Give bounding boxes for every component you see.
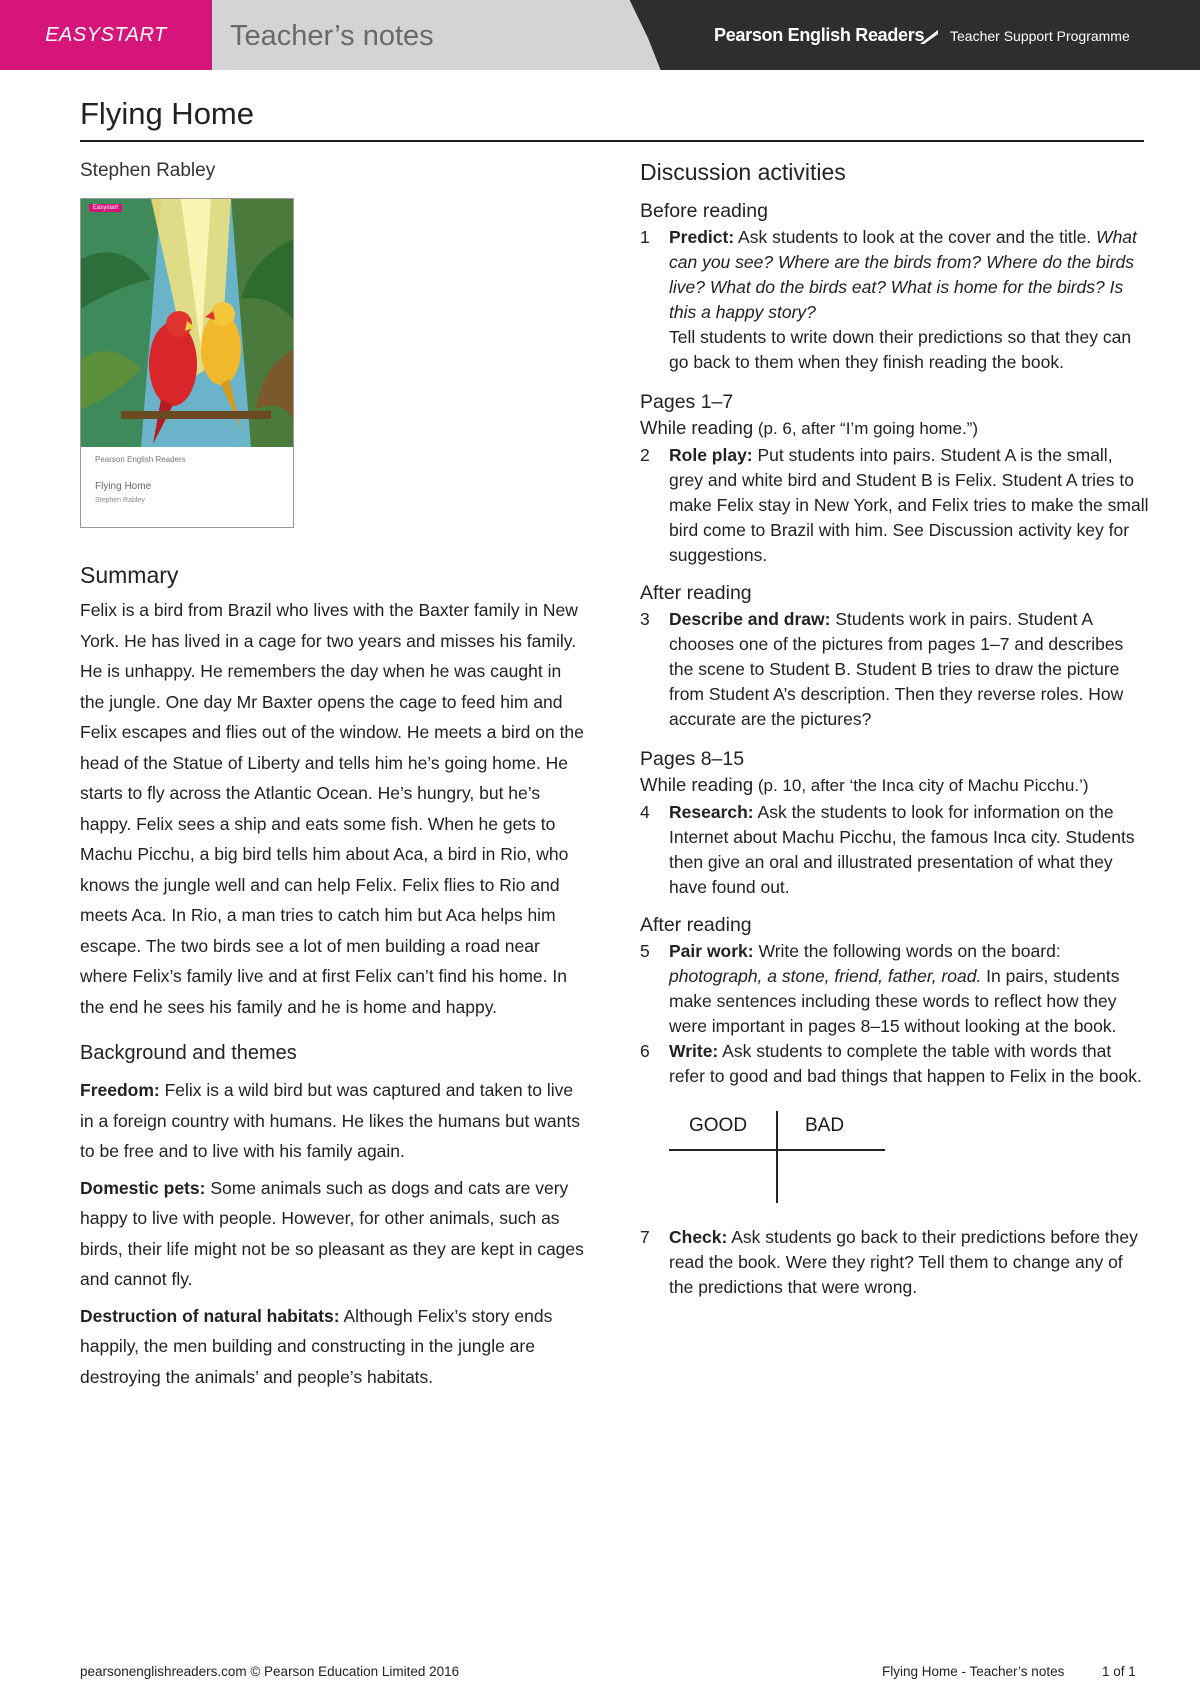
item-text: Ask students go back to their predictions before they read the book. Were they right? Tell them to change any of the predictions that were wrong.	[669, 1227, 1138, 1297]
activity-item-6	[640, 1039, 1150, 1089]
item-number: 4	[640, 802, 650, 822]
programme-label: Teacher Support Programme	[950, 28, 1130, 44]
table-vertical-rule	[776, 1111, 778, 1203]
activity-item-4	[640, 800, 1150, 900]
footer-page-number: 1 of 1	[1102, 1664, 1136, 1679]
item-word-list: photograph, a stone, friend, father, road.	[669, 966, 982, 986]
item-number: 2	[640, 445, 650, 465]
doc-type-label: Teacher’s notes	[230, 20, 434, 52]
summary-heading: Summary	[80, 562, 179, 588]
item-number: 7	[640, 1227, 650, 1247]
author-name: Stephen Rabley	[80, 160, 216, 181]
theme-text: Although Felix’s story ends happily, the men building and constructing in the jungle are destroying the animals’ and people’s habitats.	[80, 1305, 553, 1387]
activity-item-7	[640, 1225, 1150, 1300]
while-note: (p. 6, after “I’m going home.”)	[753, 419, 978, 438]
title-divider	[80, 140, 1144, 142]
item-number: 5	[640, 941, 650, 961]
activity-item-1	[640, 225, 1150, 375]
table-header-bad: BAD	[805, 1115, 845, 1136]
theme-domestic-pets	[80, 1173, 585, 1295]
while-label: While reading	[640, 417, 754, 438]
item-text: Ask students to look at the cover and the title.	[734, 227, 1097, 247]
after-reading-heading: After reading	[640, 582, 752, 604]
item-label: Check:	[669, 1227, 728, 1247]
level-label: EASYSTART	[0, 0, 212, 70]
item-text: Ask the students to look for information on the Internet about Machu Picchu, the famous Inca city. Students then give an oral and illustrated presentation of what they have found out.	[669, 802, 1135, 897]
activity-item-3	[640, 607, 1150, 732]
item-text: Put students into pairs. Student A is the small, grey and white bird and Student B is Felix. Student A tries to make Felix stay in New York, and Felix tries to make the small bird come to Brazil with him. See Discussion activity key for suggestions.	[669, 445, 1149, 565]
cover-series: Pearson English Readers	[95, 455, 186, 464]
good-bad-table	[669, 1111, 885, 1203]
item-number: 6	[640, 1041, 650, 1061]
brand-tick-icon	[920, 30, 938, 44]
item-text-2: In pairs, students make sentences including these words to reflect how they were important in pages 8–15 without looking at the book.	[669, 966, 1120, 1036]
item-text: Write the following words on the board:	[753, 941, 1061, 961]
table-header-good: GOOD	[689, 1115, 748, 1136]
item-text-2: Tell students to write down their predictions so that they can go back to them when they finish reading the book.	[669, 327, 1132, 372]
cover-parrots-illustration	[81, 199, 293, 447]
while-label: While reading	[640, 774, 754, 795]
item-label: Predict:	[669, 227, 735, 247]
summary-text: Felix is a bird from Brazil who lives with the Baxter family in New York. He has lived in a cage for two years and misses his family. He is unhappy. He remembers the day when he was caught in the jungle. One day Mr Baxter opens the cage to feed him and Felix escapes and flies out of the window. He meets a bird on the head of the Statue of Liberty and tells him he’s going home. He starts to fly across the Atlantic Ocean. He’s hungry, but he’s happy. Felix sees a ship and eats some fish. When he gets to Machu Picchu, a big bird tells him about Aca, a bird in Rio, who knows the jungle well and can help Felix. Felix flies to Rio and meets Aca. In Rio, a man tries to catch him but Aca helps him escape. The two birds see a lot of men building a road near where Felix’s family live and at first Felix can’t find his home. In the end he sees his family and he is home and happy.	[80, 600, 584, 1017]
pages-8-15-heading: Pages 8–15	[640, 748, 745, 770]
item-text: Ask students to complete the table with words that refer to good and bad things that happen to Felix in the book.	[669, 1041, 1142, 1086]
footer-copyright: pearsonenglishreaders.com © Pearson Education Limited 2016	[80, 1664, 460, 1679]
background-heading: Background and themes	[80, 1042, 297, 1064]
theme-text: Felix is a wild bird but was captured and taken to live in a foreign country with humans. He likes the humans but wants to be free and to live with his family again.	[80, 1080, 580, 1161]
discussion-heading: Discussion activities	[640, 159, 846, 185]
item-text: Students work in pairs. Student A chooses one of the pictures from pages 1–7 and describes the scene to Student B. Student B tries to draw the picture from Student A’s description. Then they reverse roles. How accurate are the pictures?	[669, 609, 1124, 729]
theme-freedom	[80, 1075, 585, 1167]
item-number: 1	[640, 227, 650, 247]
while-note: (p. 10, after ‘the Inca city of Machu Picchu.’)	[753, 776, 1089, 795]
theme-label: Domestic pets:	[80, 1177, 206, 1198]
right-column	[640, 159, 1150, 1300]
theme-text: Some animals such as dogs and cats are very happy to live with people. However, for other animals, such as birds, their life might not be so pleasant as they are kept in cages and cannot fly.	[80, 1177, 584, 1289]
cover-level-badge: Easystart	[89, 204, 122, 212]
item-label: Role play:	[669, 445, 753, 465]
pages-1-7-heading: Pages 1–7	[640, 391, 734, 413]
activity-item-2	[640, 443, 1150, 568]
before-reading-heading: Before reading	[640, 200, 768, 222]
page-title: Flying Home	[80, 96, 254, 131]
item-label: Describe and draw:	[669, 609, 831, 629]
item-label: Pair work:	[669, 941, 754, 961]
brand-name: Pearson English Readers	[714, 25, 925, 45]
item-questions: What can you see? Where are the birds from? Where do the birds live? What do the birds eat? What is home for the birds? Is this a happy story?	[669, 227, 1137, 322]
cover-title: Flying Home	[95, 481, 152, 492]
footer-doc-title: Flying Home - Teacher’s notes	[882, 1664, 1065, 1679]
theme-habitats	[80, 1301, 585, 1393]
cover-author: Stephen Rabley	[95, 497, 145, 504]
left-column	[80, 562, 585, 1398]
activity-item-5	[640, 939, 1150, 1039]
item-number: 3	[640, 609, 650, 629]
page-header	[0, 0, 1200, 70]
item-label: Write:	[669, 1041, 719, 1061]
after-reading-heading: After reading	[640, 914, 752, 936]
item-label: Research:	[669, 802, 754, 822]
while-reading-note	[640, 416, 1150, 441]
while-reading-note	[640, 773, 1150, 798]
book-cover-image	[80, 198, 294, 528]
theme-label: Freedom:	[80, 1080, 160, 1100]
theme-label: Destruction of natural habitats:	[80, 1305, 340, 1326]
